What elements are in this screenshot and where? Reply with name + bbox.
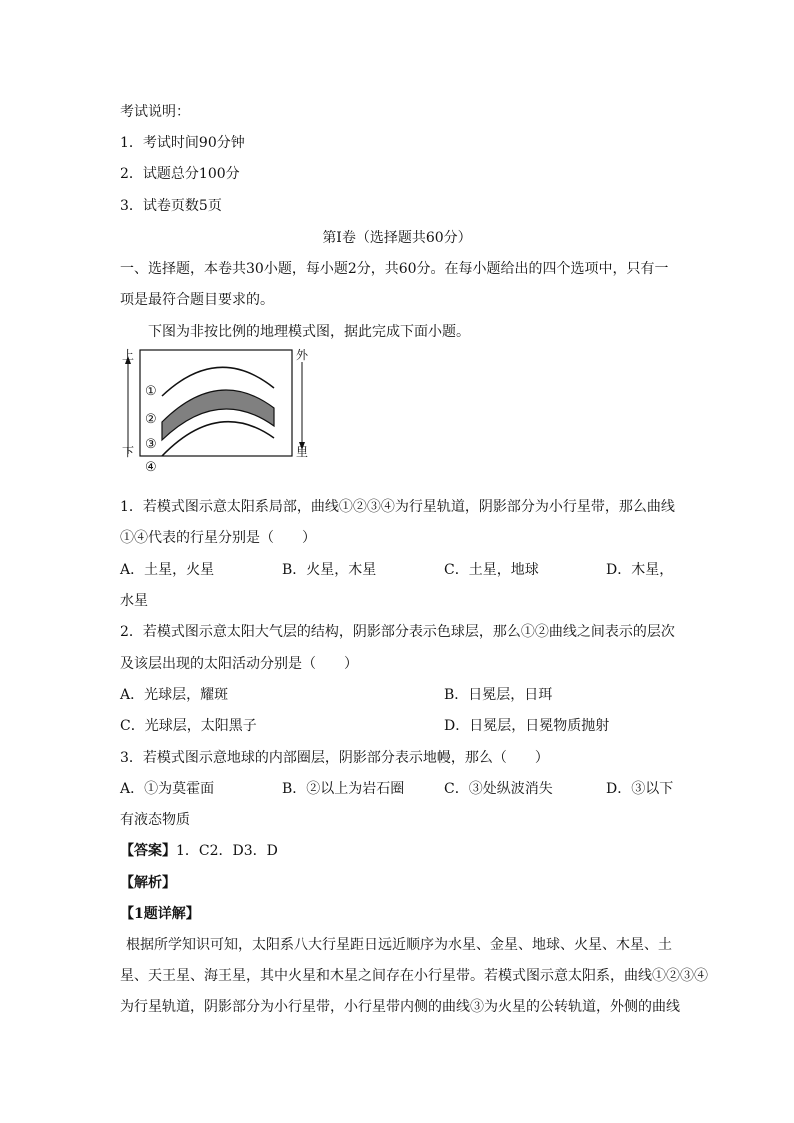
detail-line-1: 根据所学知识可知，太阳系八大行星距日远近顺序为水星、金星、地球、火星、木星、土 bbox=[126, 937, 672, 953]
detail-tag: 【1题详解】 bbox=[120, 906, 200, 922]
q1-stem-line-2: ①④代表的行星分别是（ ） bbox=[120, 530, 316, 546]
marker-1: ① bbox=[145, 384, 157, 399]
shaded-belt bbox=[162, 390, 274, 440]
section-instruction-line-2: 项是最符合题目要求的。 bbox=[120, 292, 274, 308]
marker-3: ③ bbox=[145, 437, 157, 452]
analysis-tag: 【解析】 bbox=[120, 875, 176, 891]
answer-text: 1．C2．D3．D bbox=[176, 843, 278, 859]
question-intro: 下图为非按比例的地理模式图，据此完成下面小题。 bbox=[148, 324, 470, 340]
marker-4: ④ bbox=[145, 460, 157, 475]
curve-4 bbox=[162, 422, 274, 456]
label-top-right: 外 bbox=[296, 348, 309, 362]
exam-note-time: 1．考试时间90分钟 bbox=[120, 135, 245, 151]
volume-title: 第Ⅰ卷（选择题共60分） bbox=[322, 230, 472, 246]
q1-option-a: A．土星，火星 bbox=[120, 562, 215, 578]
detail-line-2: 星、天王星、海王星，其中火星和木星之间存在小行星带。若模式图示意太阳系，曲线①②③④ bbox=[120, 968, 708, 984]
q2-option-d: D．日冕层，日冕物质抛射 bbox=[444, 718, 610, 734]
q1-option-b: B．火星，木星 bbox=[282, 562, 377, 578]
exam-notes-title: 考试说明： bbox=[120, 104, 190, 120]
detail-line-3: 为行星轨道，阴影部分为小行星带，小行星带内侧的曲线③为火星的公转轨道，外侧的曲线 bbox=[120, 999, 680, 1015]
section-instruction-line-1: 一、选择题，本卷共30小题，每小题2分，共60分。在每小题给出的四个选项中，只有一 bbox=[120, 261, 669, 277]
q1-option-d: D．木星， bbox=[606, 562, 674, 578]
q2-option-c: C．光球层，太阳黑子 bbox=[120, 718, 257, 734]
q2-stem-line-1: 2．若模式图示意太阳大气层的结构，阴影部分表示色球层，那么①②曲线之间表示的层次 bbox=[120, 624, 675, 640]
q3-option-b: B．②以上为岩石圈 bbox=[282, 781, 405, 797]
q2-option-a: A．光球层，耀斑 bbox=[120, 687, 229, 703]
q1-option-c: C．土星，地球 bbox=[444, 562, 539, 578]
answer-line bbox=[120, 841, 278, 861]
q2-stem-line-2: 及该层出现的太阳活动分别是（ ） bbox=[120, 656, 358, 672]
exam-note-score: 2．试题总分100分 bbox=[120, 166, 240, 182]
exam-note-pages: 3．试卷页数5页 bbox=[120, 198, 222, 214]
q3-option-c: C．③处纵波消失 bbox=[444, 781, 553, 797]
marker-2: ② bbox=[145, 412, 157, 427]
answer-tag: 【答案】 bbox=[120, 843, 176, 859]
label-top-left: 上 bbox=[122, 348, 135, 362]
q3-option-d-wrap: 有液态物质 bbox=[120, 812, 190, 828]
geographic-model-diagram bbox=[118, 348, 314, 475]
q1-option-d-wrap: 水星 bbox=[120, 593, 148, 609]
q3-option-d: D．③以下 bbox=[606, 781, 674, 797]
q3-option-a: A．①为莫霍面 bbox=[120, 781, 215, 797]
q1-stem-line-1: 1．若模式图示意太阳系局部，曲线①②③④为行星轨道，阴影部分为小行星带，那么曲线 bbox=[120, 499, 675, 515]
q3-stem-line-1: 3．若模式图示意地球的内部圈层，阴影部分表示地幔，那么（ ） bbox=[120, 750, 549, 766]
q2-option-b: B．日冕层，日珥 bbox=[444, 687, 553, 703]
label-bottom-right: 里 bbox=[296, 445, 309, 459]
label-bottom-left: 下 bbox=[122, 445, 135, 459]
